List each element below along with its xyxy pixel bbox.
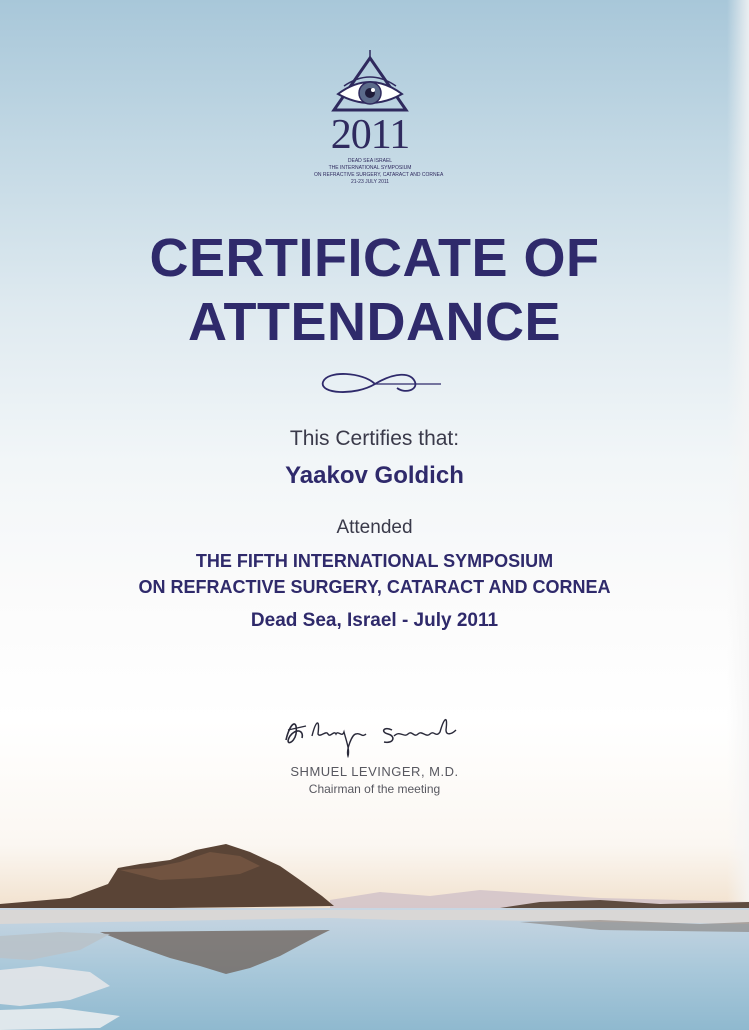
signatory-role: Chairman of the meeting (308, 782, 441, 796)
logo-text-line: ON REFRACTIVE SURGERY, CATARACT AND CORNEA (314, 172, 444, 178)
handwritten-signature (276, 700, 476, 758)
event-title-line1: THE FIFTH INTERNATIONAL SYMPOSIUM (195, 551, 554, 571)
certifies-text: This Certifies that: (289, 427, 460, 450)
eye-in-triangle-icon (314, 48, 426, 114)
flourish-ornament-icon (315, 366, 443, 402)
certificate-title-line2: ATTENDANCE (188, 292, 561, 352)
event-title-line2: ON REFRACTIVE SURGERY, CATARACT AND CORNEA (138, 577, 611, 597)
symposium-logo (314, 48, 444, 196)
certificate-title-line1: CERTIFICATE OF (149, 228, 600, 288)
dead-sea-landscape-image (0, 840, 749, 1030)
logo-text-line: 21-23 JULY 2011 (350, 179, 390, 185)
attended-text: Attended (336, 517, 413, 538)
logo-year: 2011 (330, 112, 410, 158)
logo-text-line: THE INTERNATIONAL SYMPOSIUM (328, 165, 412, 171)
recipient-name: Yaakov Goldich (285, 462, 464, 489)
signatory-name: SHMUEL LEVINGER, M.D. (290, 764, 459, 779)
event-location-date: Dead Sea, Israel - July 2011 (250, 610, 499, 631)
logo-text-line: DEAD SEA ISRAEL (347, 158, 393, 164)
